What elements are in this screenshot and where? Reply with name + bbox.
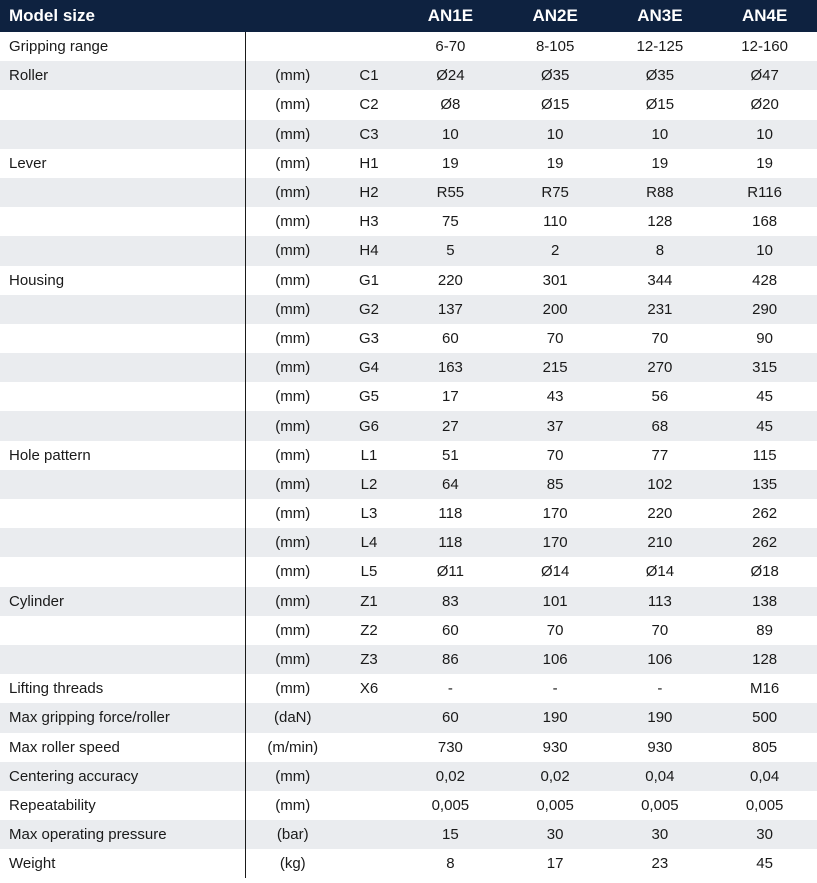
row-value: 75: [442, 213, 459, 231]
row-code: [340, 791, 398, 820]
header-code: [340, 0, 398, 32]
row-value: 0,02: [503, 762, 608, 791]
row-unit: (mm): [275, 446, 311, 464]
row-value: 118: [398, 528, 503, 557]
row-value: 45: [756, 388, 773, 406]
row-unit: (mm): [275, 621, 311, 639]
row-unit: (mm): [275, 505, 311, 523]
row-value: 106: [503, 645, 608, 674]
row-label: [0, 207, 245, 236]
row-value: 19: [546, 154, 564, 172]
table-row: [0, 207, 817, 236]
table-row: [0, 703, 817, 732]
row-value: 15: [398, 820, 503, 849]
row-value: 37: [503, 411, 608, 440]
table-row: [0, 762, 817, 791]
row-value: Ø15: [645, 96, 675, 114]
row-value: 17: [546, 855, 564, 873]
row-value: 215: [503, 353, 608, 382]
row-value: M16: [750, 680, 780, 698]
row-value: 290: [712, 295, 817, 324]
row-value: 210: [608, 528, 713, 557]
row-value: 110: [543, 213, 568, 231]
row-value: 163: [398, 353, 503, 382]
row-value: 344: [647, 271, 673, 289]
row-value: 115: [752, 446, 777, 464]
row-label: Repeatability: [0, 791, 245, 820]
row-label: Housing: [0, 266, 245, 295]
row-value: 190: [608, 703, 713, 732]
row-value: 70: [651, 621, 669, 639]
row-unit: (daN): [245, 703, 340, 732]
row-value: 70: [651, 329, 669, 347]
row-value: 83: [398, 587, 503, 616]
row-label: [0, 236, 245, 265]
row-value: 106: [608, 645, 713, 674]
row-value: Ø8: [440, 96, 461, 114]
row-code: C1: [340, 61, 398, 90]
row-value: 168: [752, 213, 778, 231]
row-value: 102: [608, 470, 713, 499]
row-unit: (mm): [245, 470, 340, 499]
row-value: 137: [398, 295, 503, 324]
row-label: [0, 382, 245, 411]
row-value: 730: [437, 738, 463, 756]
row-code: C2: [359, 96, 379, 114]
row-value: 12-160: [741, 38, 788, 56]
table-row: [0, 236, 817, 265]
row-unit: (mm): [275, 680, 311, 698]
row-value: 200: [503, 295, 608, 324]
header-row: [0, 0, 817, 32]
row-label: Centering accuracy: [0, 762, 245, 791]
row-value: -: [447, 680, 453, 698]
row-unit: (mm): [245, 295, 340, 324]
row-code: H3: [359, 213, 379, 231]
row-value: 30: [608, 820, 713, 849]
table-row: [0, 149, 817, 178]
table-row: [0, 120, 817, 149]
row-value: Ø20: [750, 96, 779, 114]
row-value: 500: [712, 703, 817, 732]
row-value: 10: [712, 120, 817, 149]
row-unit: (mm): [275, 213, 311, 231]
row-code: G3: [358, 329, 379, 347]
row-value: 0,02: [398, 762, 503, 791]
row-code: H2: [340, 178, 398, 207]
table-row: [0, 616, 817, 645]
row-value: R55: [398, 178, 503, 207]
table-row: [0, 61, 817, 90]
row-value: Ø11: [436, 563, 464, 581]
row-code: L3: [360, 505, 378, 523]
row-label: Roller: [0, 61, 245, 90]
row-unit: (mm): [275, 154, 311, 172]
row-label: Hole pattern: [0, 441, 245, 470]
row-value: 45: [712, 411, 817, 440]
row-value: 12-125: [636, 38, 684, 56]
row-value: 51: [442, 446, 459, 464]
table-row: [0, 557, 817, 586]
table-row: [0, 528, 817, 557]
row-label: [0, 178, 245, 207]
row-value: 113: [608, 587, 713, 616]
row-value: R88: [608, 178, 713, 207]
table-row: [0, 382, 817, 411]
row-value: 70: [546, 329, 564, 347]
table-row: [0, 295, 817, 324]
table-row: [0, 266, 817, 295]
row-value: 70: [546, 621, 564, 639]
table-row: [0, 499, 817, 528]
row-code: X6: [359, 680, 379, 698]
row-value: -: [657, 680, 663, 698]
row-value: Ø14: [645, 563, 675, 581]
table-row: [0, 674, 817, 703]
row-value: 60: [442, 329, 459, 347]
row-value: 90: [756, 329, 773, 347]
row-label: Cylinder: [0, 587, 245, 616]
row-value: 30: [503, 820, 608, 849]
row-unit: (mm): [245, 528, 340, 557]
row-unit: (mm): [245, 61, 340, 90]
row-code: L1: [360, 446, 378, 464]
row-code: [340, 849, 398, 878]
row-unit: [245, 32, 340, 61]
header-model: AN1E: [398, 0, 503, 32]
row-value: 930: [542, 738, 568, 756]
table-row: [0, 820, 817, 849]
row-unit: (mm): [275, 563, 311, 581]
row-unit: (mm): [275, 329, 311, 347]
table-row: [0, 90, 817, 119]
row-value: 0,04: [608, 762, 713, 791]
table-row: [0, 32, 817, 61]
row-value: 60: [442, 621, 459, 639]
row-value: 270: [608, 353, 713, 382]
row-label: [0, 499, 245, 528]
row-value: 170: [503, 528, 608, 557]
row-value: 101: [503, 587, 608, 616]
row-label: [0, 616, 245, 645]
row-unit: (m/min): [267, 738, 319, 756]
row-value: 60: [398, 703, 503, 732]
row-unit: (kg): [279, 855, 306, 873]
header-unit: [245, 0, 340, 32]
row-value: 17: [442, 388, 459, 406]
row-value: 805: [752, 738, 778, 756]
row-label: [0, 353, 245, 382]
row-unit: (mm): [245, 411, 340, 440]
row-value: R75: [503, 178, 608, 207]
row-code: L4: [340, 528, 398, 557]
row-unit: (mm): [245, 762, 340, 791]
row-value: 8: [446, 855, 455, 873]
row-code: [340, 762, 398, 791]
row-value: 86: [398, 645, 503, 674]
row-value: 10: [608, 120, 713, 149]
row-label: [0, 557, 245, 586]
row-value: 262: [752, 505, 778, 523]
row-unit: (mm): [275, 388, 311, 406]
row-unit: (bar): [245, 820, 340, 849]
row-label: [0, 120, 245, 149]
row-label: Max operating pressure: [0, 820, 245, 849]
row-code: [340, 733, 398, 762]
row-code: [340, 820, 398, 849]
row-value: 128: [712, 645, 817, 674]
row-value: 19: [756, 154, 773, 172]
row-unit: (mm): [275, 796, 311, 814]
row-value: 10: [503, 120, 608, 149]
row-code: Z2: [360, 621, 378, 639]
row-unit: (mm): [275, 271, 311, 289]
row-value: 30: [712, 820, 817, 849]
table-row: [0, 441, 817, 470]
row-value: 5: [398, 236, 503, 265]
row-code: G5: [358, 388, 379, 406]
header-model: AN2E: [503, 0, 608, 32]
row-label: Lever: [0, 149, 245, 178]
header-model-size: Model size: [0, 0, 245, 32]
row-value: 19: [442, 154, 459, 172]
row-value: 70: [546, 446, 564, 464]
row-value: 6-70: [435, 38, 466, 56]
row-value: 231: [608, 295, 713, 324]
row-label: [0, 324, 245, 353]
row-value: 190: [503, 703, 608, 732]
row-value: 220: [647, 505, 673, 523]
table-body: [0, 32, 817, 878]
row-value: 64: [398, 470, 503, 499]
row-unit: (mm): [245, 236, 340, 265]
header-model: AN3E: [608, 0, 713, 32]
row-value: Ø24: [398, 61, 503, 90]
row-label: Max roller speed: [0, 733, 245, 762]
row-value: 0,005: [536, 796, 574, 814]
table-row: [0, 324, 817, 353]
row-value: 0,005: [745, 796, 784, 814]
row-value: 10: [398, 120, 503, 149]
row-value: 138: [712, 587, 817, 616]
row-label: [0, 411, 245, 440]
table-row: [0, 411, 817, 440]
row-value: 0,04: [712, 762, 817, 791]
row-value: Ø15: [540, 96, 570, 114]
header-model: AN4E: [712, 0, 817, 32]
row-value: R116: [712, 178, 817, 207]
row-value: Ø35: [608, 61, 713, 90]
table-row: [0, 733, 817, 762]
row-code: G1: [358, 271, 379, 289]
row-unit: (mm): [245, 353, 340, 382]
row-label: [0, 295, 245, 324]
row-value: 43: [546, 388, 564, 406]
row-code: G4: [340, 353, 398, 382]
row-code: Z3: [340, 645, 398, 674]
row-unit: (mm): [245, 587, 340, 616]
row-code: [340, 703, 398, 732]
row-code: H4: [340, 236, 398, 265]
row-value: Ø35: [503, 61, 608, 90]
row-value: 89: [756, 621, 773, 639]
row-label: Weight: [0, 849, 245, 878]
row-value: 23: [651, 855, 669, 873]
row-label: Lifting threads: [0, 674, 245, 703]
table-row: [0, 849, 817, 878]
row-value: 77: [651, 446, 669, 464]
row-value: 301: [542, 271, 568, 289]
row-value: 45: [756, 855, 773, 873]
table-row: [0, 645, 817, 674]
row-label: [0, 470, 245, 499]
row-value: 0,005: [431, 796, 470, 814]
row-value: 27: [398, 411, 503, 440]
table-row: [0, 470, 817, 499]
row-value: 56: [651, 388, 669, 406]
row-value: 85: [503, 470, 608, 499]
row-code: G2: [340, 295, 398, 324]
row-value: 0,005: [641, 796, 679, 814]
row-value: 118: [438, 505, 463, 523]
row-unit: (mm): [245, 120, 340, 149]
table-row: [0, 353, 817, 382]
row-code: L2: [340, 470, 398, 499]
row-value: 428: [752, 271, 778, 289]
row-code: C3: [340, 120, 398, 149]
row-value: 315: [712, 353, 817, 382]
row-value: 19: [651, 154, 669, 172]
row-code: L5: [360, 563, 378, 581]
row-label: Max gripping force/roller: [0, 703, 245, 732]
row-value: 930: [647, 738, 673, 756]
table-row: [0, 178, 817, 207]
row-code: H1: [359, 154, 379, 172]
table-header: [0, 0, 817, 32]
row-value: 68: [608, 411, 713, 440]
row-unit: (mm): [245, 645, 340, 674]
row-value: 262: [712, 528, 817, 557]
row-value: -: [552, 680, 558, 698]
row-value: Ø14: [540, 563, 570, 581]
row-value: 170: [542, 505, 568, 523]
row-code: [340, 32, 398, 61]
row-unit: (mm): [275, 96, 311, 114]
table-row: [0, 791, 817, 820]
row-value: 10: [712, 236, 817, 265]
table-row: [0, 587, 817, 616]
row-label: Gripping range: [0, 32, 245, 61]
row-label: [0, 90, 245, 119]
row-value: Ø18: [750, 563, 779, 581]
row-label: [0, 528, 245, 557]
row-value: Ø47: [712, 61, 817, 90]
row-code: G6: [340, 411, 398, 440]
row-value: 2: [503, 236, 608, 265]
row-value: 135: [712, 470, 817, 499]
row-label: [0, 645, 245, 674]
row-unit: (mm): [245, 178, 340, 207]
row-value: 128: [647, 213, 673, 231]
row-value: 8: [608, 236, 713, 265]
row-code: Z1: [340, 587, 398, 616]
row-value: 220: [437, 271, 463, 289]
row-value: 8-105: [535, 38, 575, 56]
